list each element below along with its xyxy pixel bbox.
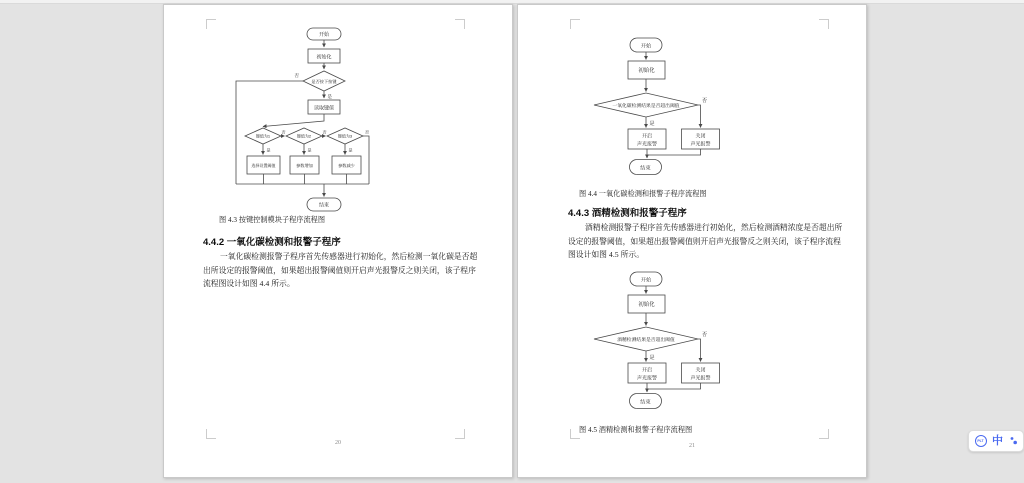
- flowchart-decision-alcohol-threshold: [594, 327, 698, 351]
- flowchart-node-end: [307, 198, 341, 211]
- node-label: 开始: [640, 43, 652, 50]
- node-label: 声光报警: [636, 375, 658, 382]
- node-label: 参数增加: [296, 163, 313, 168]
- figure-caption-4-4: 图 4.4 一氧化碳检测和报警子程序流程图: [579, 190, 707, 198]
- node-label: 开始: [318, 32, 330, 38]
- branch-label-no: 否: [322, 129, 327, 135]
- flowchart-node-init: [628, 61, 665, 79]
- node-label: 关闭: [695, 133, 706, 140]
- body-line: 设定的报警阈值，如果超出报警阈值则开启声光报警反之则关闭，该子程序流程: [568, 236, 841, 246]
- flowchart-node-alarm-on: [628, 363, 666, 383]
- figure-caption-4-5: 图 4.5 酒精检测和报警子程序流程图: [579, 426, 693, 434]
- body-line: 出所设定的报警阈值，如果超出报警阈值则开启声光报警反之则关闭，该子程序: [203, 265, 476, 275]
- node-label: 结束: [318, 202, 330, 209]
- body-paragraph: [568, 221, 842, 262]
- page-number: 20: [335, 440, 341, 446]
- translator-logo-icon[interactable]: PLT: [975, 435, 987, 447]
- branch-label-no: 否: [281, 129, 286, 135]
- flowchart-node-read-key: [308, 100, 340, 114]
- node-label: 读取键值: [313, 105, 335, 112]
- flowchart-node-start: [307, 28, 341, 40]
- figure-caption-4-3: 图 4.3 按键控制模块子程序流程图: [219, 216, 326, 224]
- flowchart-node-init: [308, 49, 340, 63]
- document-page-20: [163, 4, 513, 478]
- flowchart-node-param-decrease: [332, 156, 361, 174]
- node-label: 结束: [640, 165, 651, 172]
- flowchart-decision-key-pressed: [303, 71, 345, 91]
- node-label: 键值为1: [255, 133, 271, 139]
- flowchart-decision-key3: [327, 128, 363, 144]
- flowchart-co-alarm: [594, 38, 720, 175]
- flowchart-alcohol-alarm: [594, 272, 720, 409]
- flowchart-node-alarm-off: [682, 129, 720, 149]
- flowchart-node-start: [630, 38, 662, 52]
- translate-to-chinese-button[interactable]: 中: [992, 435, 1003, 447]
- flowchart-node-end: [630, 160, 662, 175]
- branch-label-no: 否: [702, 332, 708, 338]
- branch-label-yes: 是: [327, 94, 332, 99]
- body-paragraph: [203, 250, 477, 291]
- body-line: 酒精检测报警子程序首先传感器进行初始化，然后检测酒精浓度是否超出所: [585, 223, 842, 232]
- flowchart-decision-co-threshold: [594, 93, 698, 117]
- document-page-21: [517, 4, 867, 478]
- node-label: 声光报警: [690, 375, 711, 382]
- node-label: 一氧化碳检测结果是否超出阈值: [612, 104, 680, 109]
- branch-label-yes: 是: [649, 355, 655, 361]
- flowchart-node-alarm-on: [628, 129, 666, 149]
- node-label: 初始化: [316, 54, 332, 61]
- node-label: 结束: [640, 399, 651, 406]
- body-line: 流程图设计如图 4.4 所示。: [203, 279, 295, 288]
- flowchart-decision-key2: [286, 128, 322, 144]
- node-label: 参数减少: [338, 163, 355, 168]
- section-heading-4-4-3: 4.4.3 酒精检测和报警子程序: [568, 208, 687, 219]
- node-label: 键值为2: [296, 133, 312, 139]
- node-label: 选择设置阈值: [251, 163, 276, 168]
- flowchart-decision-key1: [245, 128, 281, 144]
- node-label: 声光报警: [636, 141, 658, 148]
- node-label: 开启: [641, 133, 653, 140]
- branch-label-yes: 是: [307, 147, 312, 153]
- node-label: 开始: [640, 277, 652, 284]
- flowchart-node-init: [628, 295, 665, 313]
- body-line: 一氧化碳检测报警子程序首先传感器进行初始化，然后检测一氧化碳是否超: [220, 252, 477, 261]
- node-label: 关闭: [695, 367, 706, 374]
- node-label: 键值为3: [337, 133, 353, 139]
- section-heading-4-4-2: 4.4.2 一氧化碳检测和报警子程序: [203, 237, 341, 248]
- flowchart-node-start: [630, 272, 662, 286]
- node-label: 开启: [641, 367, 653, 374]
- node-label: 初始化: [638, 68, 655, 74]
- branch-label-yes: 是: [649, 121, 655, 127]
- branch-label-no: 否: [365, 129, 369, 135]
- widget-drag-dots-icon[interactable]: [1009, 435, 1018, 447]
- flowchart-node-alarm-off: [682, 363, 720, 383]
- page-number: 21: [689, 443, 695, 449]
- body-line: 图设计如图 4.5 所示。: [568, 250, 645, 259]
- branch-label-no: 否: [294, 73, 299, 78]
- flowchart-node-set-threshold: [247, 156, 280, 174]
- branch-label-no: 否: [702, 98, 708, 104]
- flowchart-node-end: [630, 394, 662, 409]
- branch-label-yes: 是: [348, 147, 353, 153]
- node-label: 是否按下按键: [311, 78, 337, 84]
- branch-label-yes: 是: [266, 147, 271, 153]
- translate-widget[interactable]: [968, 430, 1024, 452]
- node-label: 酒精检测结果是否超出阈值: [617, 338, 675, 343]
- flowchart-node-param-increase: [290, 156, 319, 174]
- node-label: 初始化: [638, 302, 655, 308]
- node-label: 声光报警: [690, 141, 711, 148]
